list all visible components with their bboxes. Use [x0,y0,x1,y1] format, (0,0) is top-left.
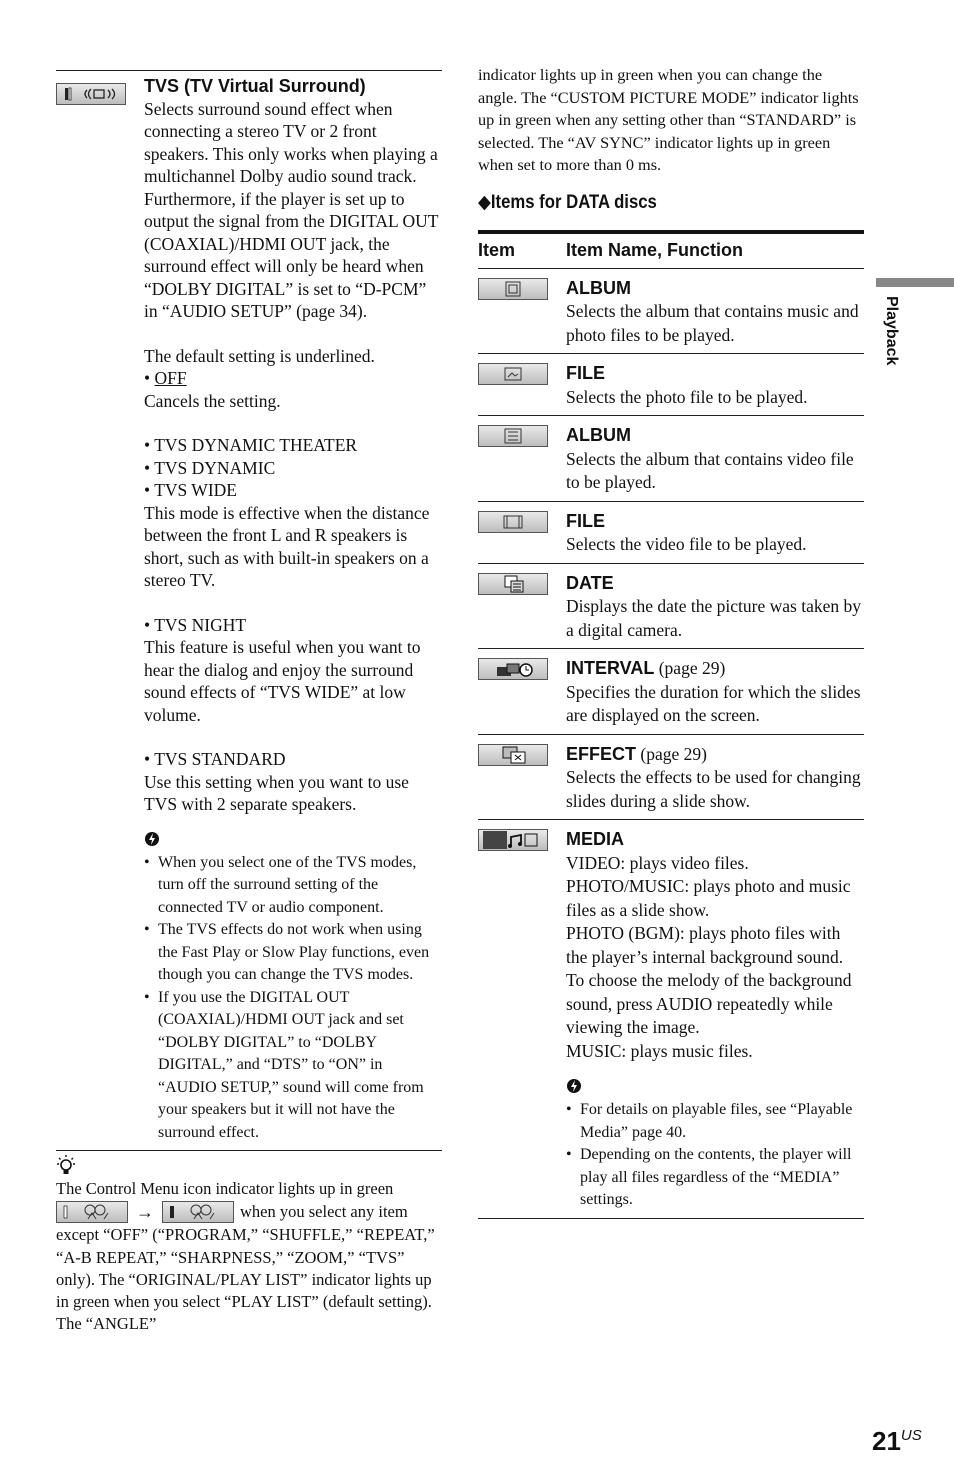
option-off-desc: Cancels the setting. [144,390,281,411]
table-row [478,354,864,416]
item-name: ALBUM [566,277,631,298]
tip-section [56,1151,442,1336]
section-title: ◆Items for DATA discs [478,191,657,213]
table-row [478,564,864,650]
note-icon [144,830,442,852]
note-item: • The TVS effects do not work when using the Fast Play or Slow Play functions, even though you can change the TVS modes. [144,919,442,987]
option-wide-desc: This mode is effective when the distance between the front L and R speakers is short, such as with built-in speakers on a stereo TV. [144,502,430,590]
tvs-icon [56,83,126,105]
tip-rest: except “OFF” (“PROGRAM,” “SHUFFLE,” “REPEAT,” “A-B REPEAT,” “SHARPNESS,” “ZOOM,” “TVS” only). The “ORIGINAL/PLAY LIST” indicator lights up in green when you select “PLAY LIST” (default setting). The “ANGLE” [56,1225,435,1334]
side-tab-bar [876,278,954,287]
item-description: Selects the effects to be used for changing slides during a slide show. [566,767,861,811]
control-menu-icon-off [56,1201,128,1223]
option-standard-desc: Use this setting when you want to use TVS with 2 separate speakers. [144,771,409,814]
tip-icon [56,1151,442,1178]
item-name: INTERVAL [566,658,655,678]
item-page-ref: (page 29) [640,743,707,764]
media-line: PHOTO/MUSIC: plays photo and music files as a slide show. [566,876,851,920]
media-line: VIDEO: plays video files. [566,852,749,873]
tip-line-1: The Control Menu icon indicator lights up in green [56,1179,394,1198]
option-dynamic: • TVS DYNAMIC [144,457,276,478]
interval-icon [478,658,548,680]
video-file-icon [478,511,548,533]
table-row [478,416,864,502]
photo-file-icon [478,363,548,385]
item-description: Displays the date the picture was taken by a digital camera. [566,596,861,640]
default-note: The default setting is underlined. [144,345,375,366]
album-music-photo-icon [478,278,548,300]
item-description: Selects the photo file to be played. [566,386,808,407]
right-column [478,64,864,1219]
item-name: ALBUM [566,425,631,445]
tip-icon-line [56,1200,442,1224]
table-header [478,230,864,269]
item-name: FILE [566,363,605,383]
note-item: • If you use the DIGITAL OUT (COAXIAL)/HDMI OUT jack and set “DOLBY DIGITAL” to “DOLBY DIGITAL,” and “DTS” to “ON” in “AUDIO SETUP,” sound will come from your speakers but it will not have the surround effect. [144,987,442,1145]
continued-text: indicator lights up in green when you can change the angle. The “CUSTOM PICTURE MODE” indicator lights up in green when any setting other than “STANDARD” is selected. The “AV SYNC” indicator lights up in green when set to more than 0 ms. [478,65,859,174]
page-number: $21^{US}$ [872,1426,922,1456]
table-row [478,649,864,735]
left-column [56,70,442,1336]
item-name: DATE [566,572,614,593]
notes-list [144,852,442,1145]
item-description: Specifies the duration for which the slides are displayed on the screen. [566,681,861,725]
table-row [478,820,864,1219]
date-icon [478,573,548,595]
media-notes-list [566,1099,864,1212]
option-wide: • TVS WIDE [144,480,237,500]
tvs-title: TVS (TV Virtual Surround) [144,76,366,96]
album-video-icon [478,425,548,447]
side-tab-label: Playback [883,296,900,366]
table-row [478,502,864,564]
col-name-header: Item Name, Function [566,239,744,260]
media-line: PHOTO (BGM): plays photo files with the player’s internal background sound. To choose the melody of the background sound, press AUDIO repeatedly while viewing the image. [566,923,852,1037]
media-note-icon [566,1077,864,1099]
tip-arrow: → [136,1202,154,1223]
table-row [478,735,864,821]
tvs-entry [56,71,442,1144]
option-night-desc: This feature is useful when you want to hear the dialog and enjoy the surround sound effects of “TVS WIDE” at low volume. [144,637,421,725]
data-discs-table [478,230,864,1219]
note-item: • For details on playable files, see “Playable Media” page 40. [566,1099,864,1144]
table-row [478,269,864,355]
option-dynamic-theater: • TVS DYNAMIC THEATER [144,435,358,455]
media-icon [478,829,548,851]
tip-line-2: when you select any item [240,1202,408,1222]
item-name: FILE [566,510,605,531]
effect-icon [478,744,548,766]
col-item-header: Item [478,239,516,260]
option-off: • OFF [144,368,187,388]
item-description: Selects the video file to be played. [566,534,807,554]
control-menu-icon-green [162,1201,234,1223]
media-line: MUSIC: plays music files. [566,1040,753,1061]
item-description: Selects the album that contains video file to be played. [566,448,854,492]
note-item: • Depending on the contents, the player will play all files regardless of the “MEDIA” settings. [566,1144,864,1212]
media-title: MEDIA [566,829,624,849]
note-item: • When you select one of the TVS modes, turn off the surround setting of the connected TV or audio component. [144,852,442,920]
tvs-description: Selects surround sound effect when connecting a stereo TV or 2 front speakers. This only works when playing a multichannel Dolby audio sound track. Furthermore, if the player is set up to output the signal from the DIGITAL OUT (COAXIAL)/HDMI OUT jack, the surround effect will only be heard when “DOLBY DIGITAL” is set to “D-PCM” in “AUDIO SETUP” (page 34). [144,98,439,321]
item-page-ref: (page 29) [658,658,726,678]
option-night: • TVS NIGHT [144,614,247,635]
option-standard: • TVS STANDARD [144,749,286,769]
item-description: Selects the album that contains music and photo files to be played. [566,301,859,345]
item-name: EFFECT [566,743,636,764]
